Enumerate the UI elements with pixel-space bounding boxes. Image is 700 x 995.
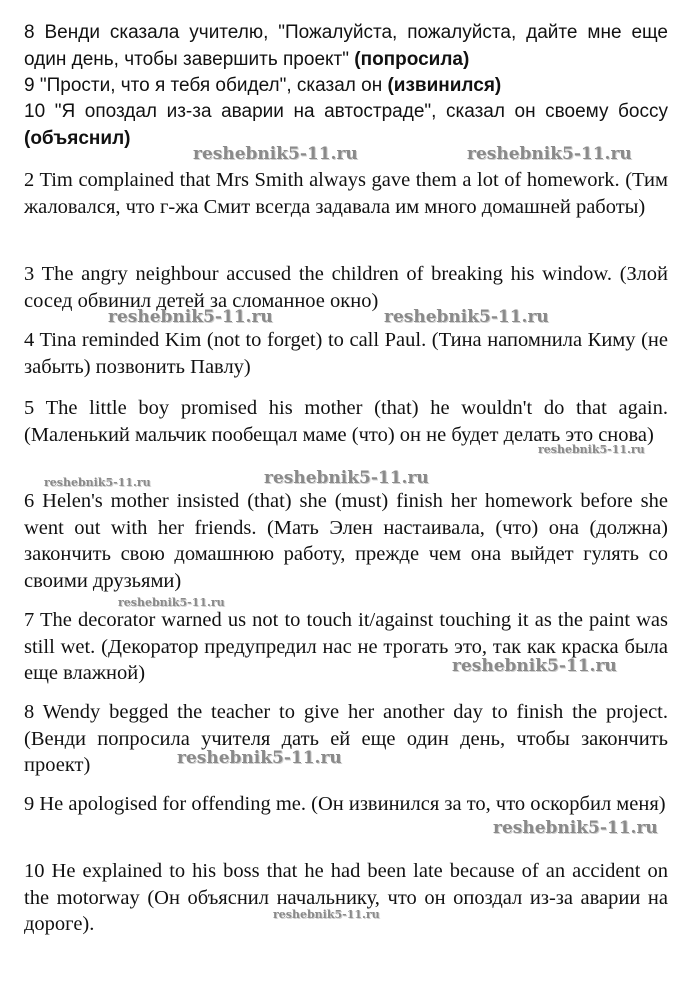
answer-4: 4 Tina reminded Kim (not to forget) to call Paul. (Тина напомнила Киму (не забыть) позвонить Павлу) — [24, 329, 668, 378]
watermark: reshebnik5-11.ru — [493, 818, 658, 838]
watermark: reshebnik5-11.ru — [108, 307, 273, 327]
answer-2: 2 Tim complained that Mrs Smith always gave them a lot of homework. (Тим жаловался, что г-жа Смит всегда задавала им много домашней работы) — [24, 169, 668, 218]
reporting-verb: (извинился) — [387, 75, 502, 96]
watermark: reshebnik5-11.ru — [264, 468, 429, 488]
russian-item-text: 8 Венди сказала учителю, "Пожалуйста, пожалуйста, дайте мне еще один день, чтобы завершить проект" — [24, 22, 668, 70]
reporting-verb: (попросила) — [354, 48, 470, 70]
russian-item-9 — [24, 73, 668, 100]
watermark: reshebnik5-11.ru — [193, 144, 358, 164]
answer-8: 8 Wendy begged the teacher to give her another day to finish the project. (Венди попросила учителя дать ей еще один день, чтобы закончить проект) — [24, 701, 668, 776]
reporting-verb: (объяснил) — [24, 127, 131, 149]
watermark: reshebnik5-11.ru — [538, 443, 645, 456]
russian-item-8 — [24, 20, 668, 73]
watermark: reshebnik5-11.ru — [177, 748, 342, 768]
watermark: reshebnik5-11.ru — [273, 908, 380, 921]
russian-item-text: 10 "Я опоздал из-за аварии на автостраде", сказал он своему боссу — [24, 101, 668, 122]
answer-9: 9 He apologised for offending me. (Он извинился за то, что оскорбил меня) — [24, 793, 666, 815]
watermark: reshebnik5-11.ru — [467, 144, 632, 164]
answer-10: 10 He explained to his boss that he had been late because of an accident on the motorway (Он объяснил начальнику, что он опоздал из-за аварии на дороге). — [24, 860, 668, 935]
answer-5: 5 The little boy promised his mother (that) he wouldn't do that again. (Маленький мальчик пообещал маме (что) он не будет делать это снова) — [24, 397, 668, 446]
answer-3: 3 The angry neighbour accused the children of breaking his window. (Злой сосед обвинил детей за сломанное окно) — [24, 263, 668, 312]
russian-item-text: 9 "Прости, что я тебя обидел", сказал он — [24, 75, 388, 96]
watermark: reshebnik5-11.ru — [44, 476, 151, 489]
answer-7: 7 The decorator warned us not to touch it/against touching it as the paint was still wet. (Декоратор предупредил нас не трогать это, так как краска была еще влажной) — [24, 609, 668, 684]
watermark: reshebnik5-11.ru — [384, 307, 549, 327]
watermark: reshebnik5-11.ru — [452, 656, 617, 676]
watermark: reshebnik5-11.ru — [118, 596, 225, 609]
answer-6: 6 Helen's mother insisted (that) she (must) finish her homework before she went out with her friends. (Мать Элен настаивала, (что) она (должна) закончить свою домашнюю работу, прежде чем она выйдет гулять со своими друзьями) — [24, 490, 668, 592]
